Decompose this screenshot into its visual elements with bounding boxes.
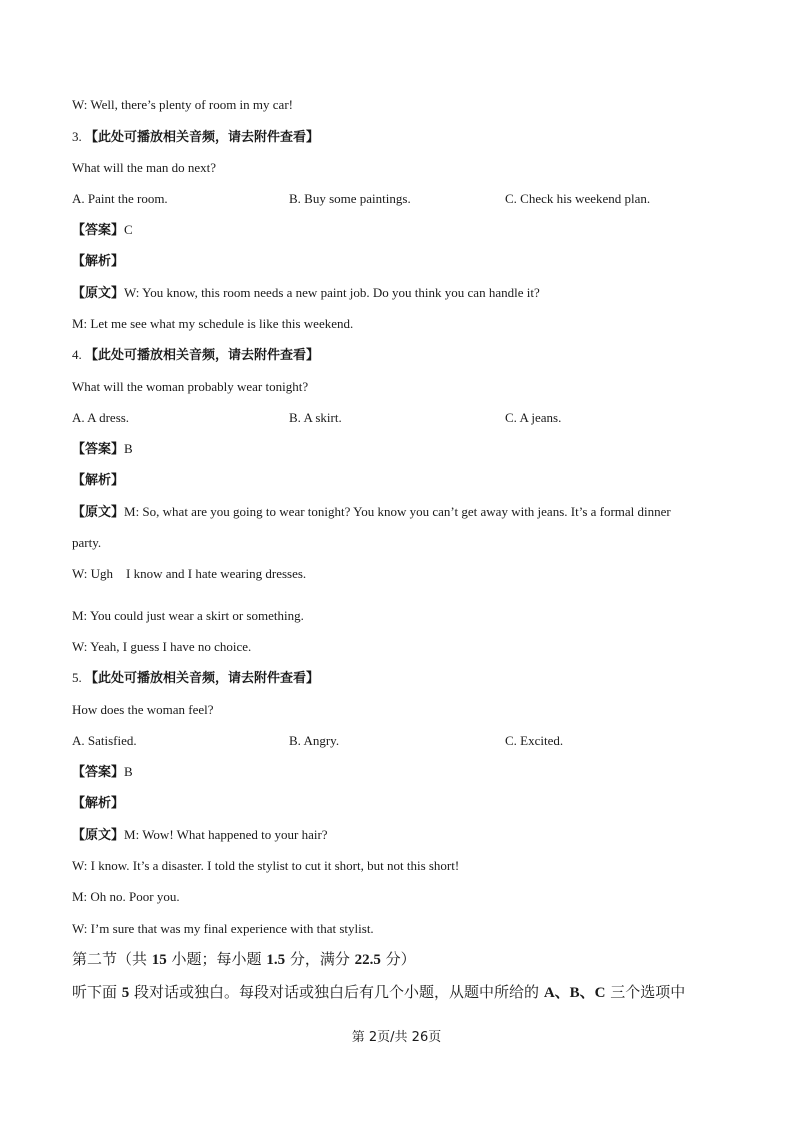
question-4-header — [72, 347, 319, 364]
question-number: 3. — [72, 129, 82, 144]
analysis-label: 【解析】 — [72, 254, 125, 269]
original-label: 【原文】 — [72, 286, 125, 301]
question-3-text: What will the man do next? — [72, 160, 217, 175]
answer-value: B — [124, 441, 133, 456]
dialogue-line: W: I know. It’s a disaster. I told the stylist to cut it short, but not this short! — [72, 858, 460, 873]
original-text: M: Wow! What happened to your hair? — [124, 827, 328, 842]
dialogue-line: M: Let me see what my schedule is like this weekend. — [72, 316, 354, 331]
question-3-original — [72, 285, 540, 302]
question-3-answer — [72, 222, 133, 239]
question-4-answer — [72, 441, 133, 458]
section-text: 第二节（共 — [72, 950, 152, 968]
instruction-text: 段对话或独白。每段对话或独白后有几个小题，从题中所给的 — [129, 983, 544, 1001]
question-4-option-c: C. A jeans. — [505, 410, 562, 425]
section-instruction — [72, 982, 685, 1003]
question-4-option-a: A. A dress. — [72, 410, 130, 425]
question-5-original — [72, 827, 328, 844]
question-number: 5. — [72, 670, 82, 685]
question-4-analysis — [72, 472, 124, 489]
analysis-label: 【解析】 — [72, 796, 125, 811]
instruction-options: A、B、C — [543, 985, 606, 1001]
dialogue-line: W: Yeah, I guess I have no choice. — [72, 639, 252, 654]
original-label: 【原文】 — [72, 828, 125, 843]
answer-label: 【答案】 — [72, 765, 125, 780]
dialogue-line: W: I’m sure that was my final experience with that stylist. — [72, 921, 374, 936]
section-number: 15 — [151, 952, 167, 968]
original-text: W: You know, this room needs a new paint job. Do you think you can handle it? — [124, 285, 540, 300]
audio-note: 【此处可播放相关音频，请去附件查看】 — [85, 671, 320, 686]
question-4-text: What will the woman probably wear tonight? — [72, 379, 309, 394]
question-3-header — [72, 129, 319, 146]
original-label: 【原文】 — [72, 505, 125, 520]
page-footer: 第 2页/共 26页 — [351, 1030, 442, 1045]
section-number: 1.5 — [266, 952, 286, 968]
original-text: M: So, what are you going to wear tonight? You know you can’t get away with jeans. It’s a formal dinner — [124, 504, 671, 519]
question-4-original — [72, 504, 671, 521]
question-3-option-b: B. Buy some paintings. — [289, 191, 411, 206]
answer-label: 【答案】 — [72, 442, 125, 457]
section-text: 分） — [380, 950, 416, 968]
question-number: 4. — [72, 347, 82, 362]
dialogue-line: M: Oh no. Poor you. — [72, 889, 180, 904]
analysis-label: 【解析】 — [72, 473, 125, 488]
answer-value: C — [124, 222, 133, 237]
question-4-option-b: B. A skirt. — [289, 410, 342, 425]
question-5-option-c: C. Excited. — [505, 733, 564, 748]
dialogue-line: W: Well, there’s plenty of room in my car! — [72, 97, 293, 112]
audio-note: 【此处可播放相关音频，请去附件查看】 — [85, 348, 320, 363]
dialogue-line: W: Ugh I know and I hate wearing dresses. — [72, 566, 307, 581]
answer-value: B — [124, 764, 133, 779]
audio-note: 【此处可播放相关音频，请去附件查看】 — [85, 130, 320, 145]
question-3-option-c: C. Check his weekend plan. — [505, 191, 651, 206]
question-5-header — [72, 670, 319, 687]
answer-label: 【答案】 — [72, 223, 125, 238]
dialogue-line: party. — [72, 535, 102, 550]
question-5-text: How does the woman feel? — [72, 702, 214, 717]
instruction-number: 5 — [121, 985, 130, 1001]
section-heading — [72, 949, 416, 970]
dialogue-line: M: You could just wear a skirt or something. — [72, 608, 304, 623]
question-5-option-b: B. Angry. — [289, 733, 340, 748]
instruction-text: 听下面 — [72, 983, 122, 1001]
question-5-answer — [72, 764, 133, 781]
question-3-option-a: A. Paint the room. — [72, 191, 168, 206]
question-5-analysis — [72, 795, 124, 812]
instruction-text: 三个选项中 — [605, 983, 686, 1001]
section-text: 小题；每小题 — [166, 950, 267, 968]
question-3-analysis — [72, 253, 124, 270]
question-5-option-a: A. Satisfied. — [72, 733, 137, 748]
section-number: 22.5 — [354, 952, 381, 968]
section-text: 分，满分 — [285, 950, 355, 968]
